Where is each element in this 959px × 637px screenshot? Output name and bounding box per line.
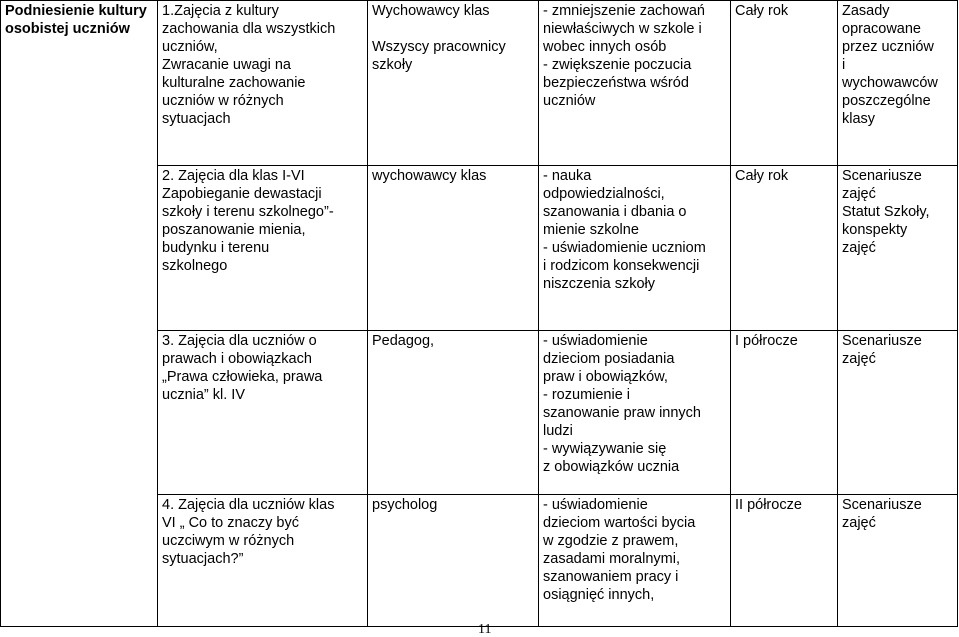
area-title-line: Podniesienie kultury [5, 3, 147, 19]
goal-line: dzieciom wartości bycia [543, 514, 696, 531]
notes-line: zajęć [842, 351, 876, 368]
notes-cell [838, 331, 958, 495]
activity-line: poszanowanie mienia, [162, 221, 306, 238]
term-line: Cały rok [735, 167, 789, 184]
goal-line: z obowiązków ucznia [543, 459, 680, 476]
activity-line: „Prawa człowieka, prawa [162, 369, 323, 386]
term-cell [731, 1, 838, 166]
activity-line: 1.Zajęcia z kultury [162, 3, 279, 19]
term-cell [731, 494, 838, 626]
notes-line: Zasady [842, 3, 890, 19]
activity-line: kulturalne zachowanie [162, 75, 306, 91]
notes-line: zajęć [842, 514, 876, 531]
goals-cell [539, 494, 731, 626]
term-line: I półrocze [735, 333, 798, 350]
responsible-cell [368, 1, 539, 166]
goal-line: niszczenia szkoły [543, 275, 656, 292]
activity-line: szkoły i terenu szkolnego”- [162, 203, 334, 220]
notes-line: zajęć [842, 185, 876, 202]
goal-line: - uświadomienie [543, 496, 648, 513]
notes-line: opracowane [842, 21, 921, 37]
activity-line: uczciwym w różnych [162, 532, 295, 549]
notes-line: przez uczniów [842, 39, 934, 55]
goals-cell [539, 1, 731, 166]
goal-line: - rozumienie i [543, 387, 631, 404]
activity-line: zachowania dla wszystkich [162, 21, 336, 37]
goal-line: - nauka [543, 167, 592, 184]
spacer [372, 20, 534, 38]
goal-line: - uświadomienie uczniom [543, 239, 706, 256]
responsible-line: Pedagog, [372, 333, 435, 350]
notes-line: zajęć [842, 239, 876, 256]
table-row [1, 1, 958, 166]
responsible-line: psycholog [372, 496, 438, 513]
term-line: Cały rok [735, 3, 789, 19]
responsible-line: wychowawcy klas [372, 167, 487, 184]
responsible-line: szkoły [372, 57, 413, 73]
activity-line: uczniów, [162, 39, 218, 55]
notes-line: Scenariusze [842, 496, 922, 513]
goal-line: mienie szkolne [543, 221, 639, 238]
activity-line: 3. Zajęcia dla uczniów o [162, 333, 317, 350]
responsible-cell [368, 165, 539, 331]
term-line: II półrocze [735, 496, 802, 513]
goal-line: ludzi [543, 423, 573, 440]
responsible-cell [368, 494, 539, 626]
notes-line: poszczególne [842, 93, 931, 109]
notes-line: Scenariusze [842, 167, 922, 184]
goals-cell [539, 165, 731, 331]
goal-line: szanowanie praw innych [543, 405, 701, 422]
activity-line: 2. Zajęcia dla klas I-VI [162, 167, 305, 184]
page-number: 11 [478, 622, 492, 637]
notes-line: konspekty [842, 221, 908, 238]
area-title-cell [1, 1, 158, 627]
goals-cell [539, 331, 731, 495]
goal-line: - uświadomienie [543, 333, 648, 350]
activity-cell [158, 494, 368, 626]
activity-line: 4. Zajęcia dla uczniów klas [162, 496, 335, 513]
area-title-line: osobistej uczniów [5, 21, 130, 37]
goal-line: wobec innych osób [543, 39, 667, 55]
activity-line: sytuacjach [162, 111, 231, 127]
notes-cell [838, 1, 958, 166]
responsible-line: Wszyscy pracownicy [372, 39, 506, 55]
notes-line: wychowawców [842, 75, 938, 91]
goal-line: - zwiększenie poczucia [543, 57, 692, 73]
notes-line: Scenariusze [842, 333, 922, 350]
activity-line: prawach i obowiązkach [162, 351, 312, 368]
goal-line: - wywiązywanie się [543, 441, 667, 458]
goal-line: zasadami moralnymi, [543, 550, 680, 567]
responsible-cell [368, 331, 539, 495]
goal-line: szanowaniem pracy i [543, 568, 679, 585]
responsible-line: Wychowawcy klas [372, 3, 490, 19]
goal-line: w zgodzie z prawem, [543, 532, 679, 549]
goal-line: niewłaściwych w szkole i [543, 21, 702, 37]
notes-line: klasy [842, 111, 876, 127]
activity-cell [158, 165, 368, 331]
goal-line: uczniów [543, 93, 596, 109]
notes-cell [838, 494, 958, 626]
activity-line: uczniów w różnych [162, 93, 284, 109]
goal-line: - zmniejszenie zachowań [543, 3, 705, 19]
goal-line: i rodzicom konsekwencji [543, 257, 700, 274]
activity-cell [158, 331, 368, 495]
goal-line: szanowania i dbania o [543, 203, 687, 220]
activity-line: ucznia” kl. IV [162, 387, 245, 404]
term-cell [731, 331, 838, 495]
goal-line: dzieciom posiadania [543, 351, 675, 368]
notes-line: i [842, 57, 846, 73]
activity-line: budynku i terenu [162, 239, 270, 256]
activity-cell [158, 1, 368, 166]
activity-line: VI „ Co to znaczy być [162, 514, 299, 531]
activity-line: Zwracanie uwagi na [162, 57, 291, 73]
notes-cell [838, 165, 958, 331]
term-cell [731, 165, 838, 331]
activity-line: sytuacjach?” [162, 550, 244, 567]
activity-line: Zapobieganie dewastacji [162, 185, 322, 202]
goal-line: odpowiedzialności, [543, 185, 665, 202]
goal-line: bezpieczeństwa wśród [543, 75, 689, 91]
activity-line: szkolnego [162, 257, 228, 274]
goal-line: praw i obowiązków, [543, 369, 668, 386]
goal-line: osiągnięć innych, [543, 586, 655, 603]
notes-line: Statut Szkoły, [842, 203, 930, 220]
